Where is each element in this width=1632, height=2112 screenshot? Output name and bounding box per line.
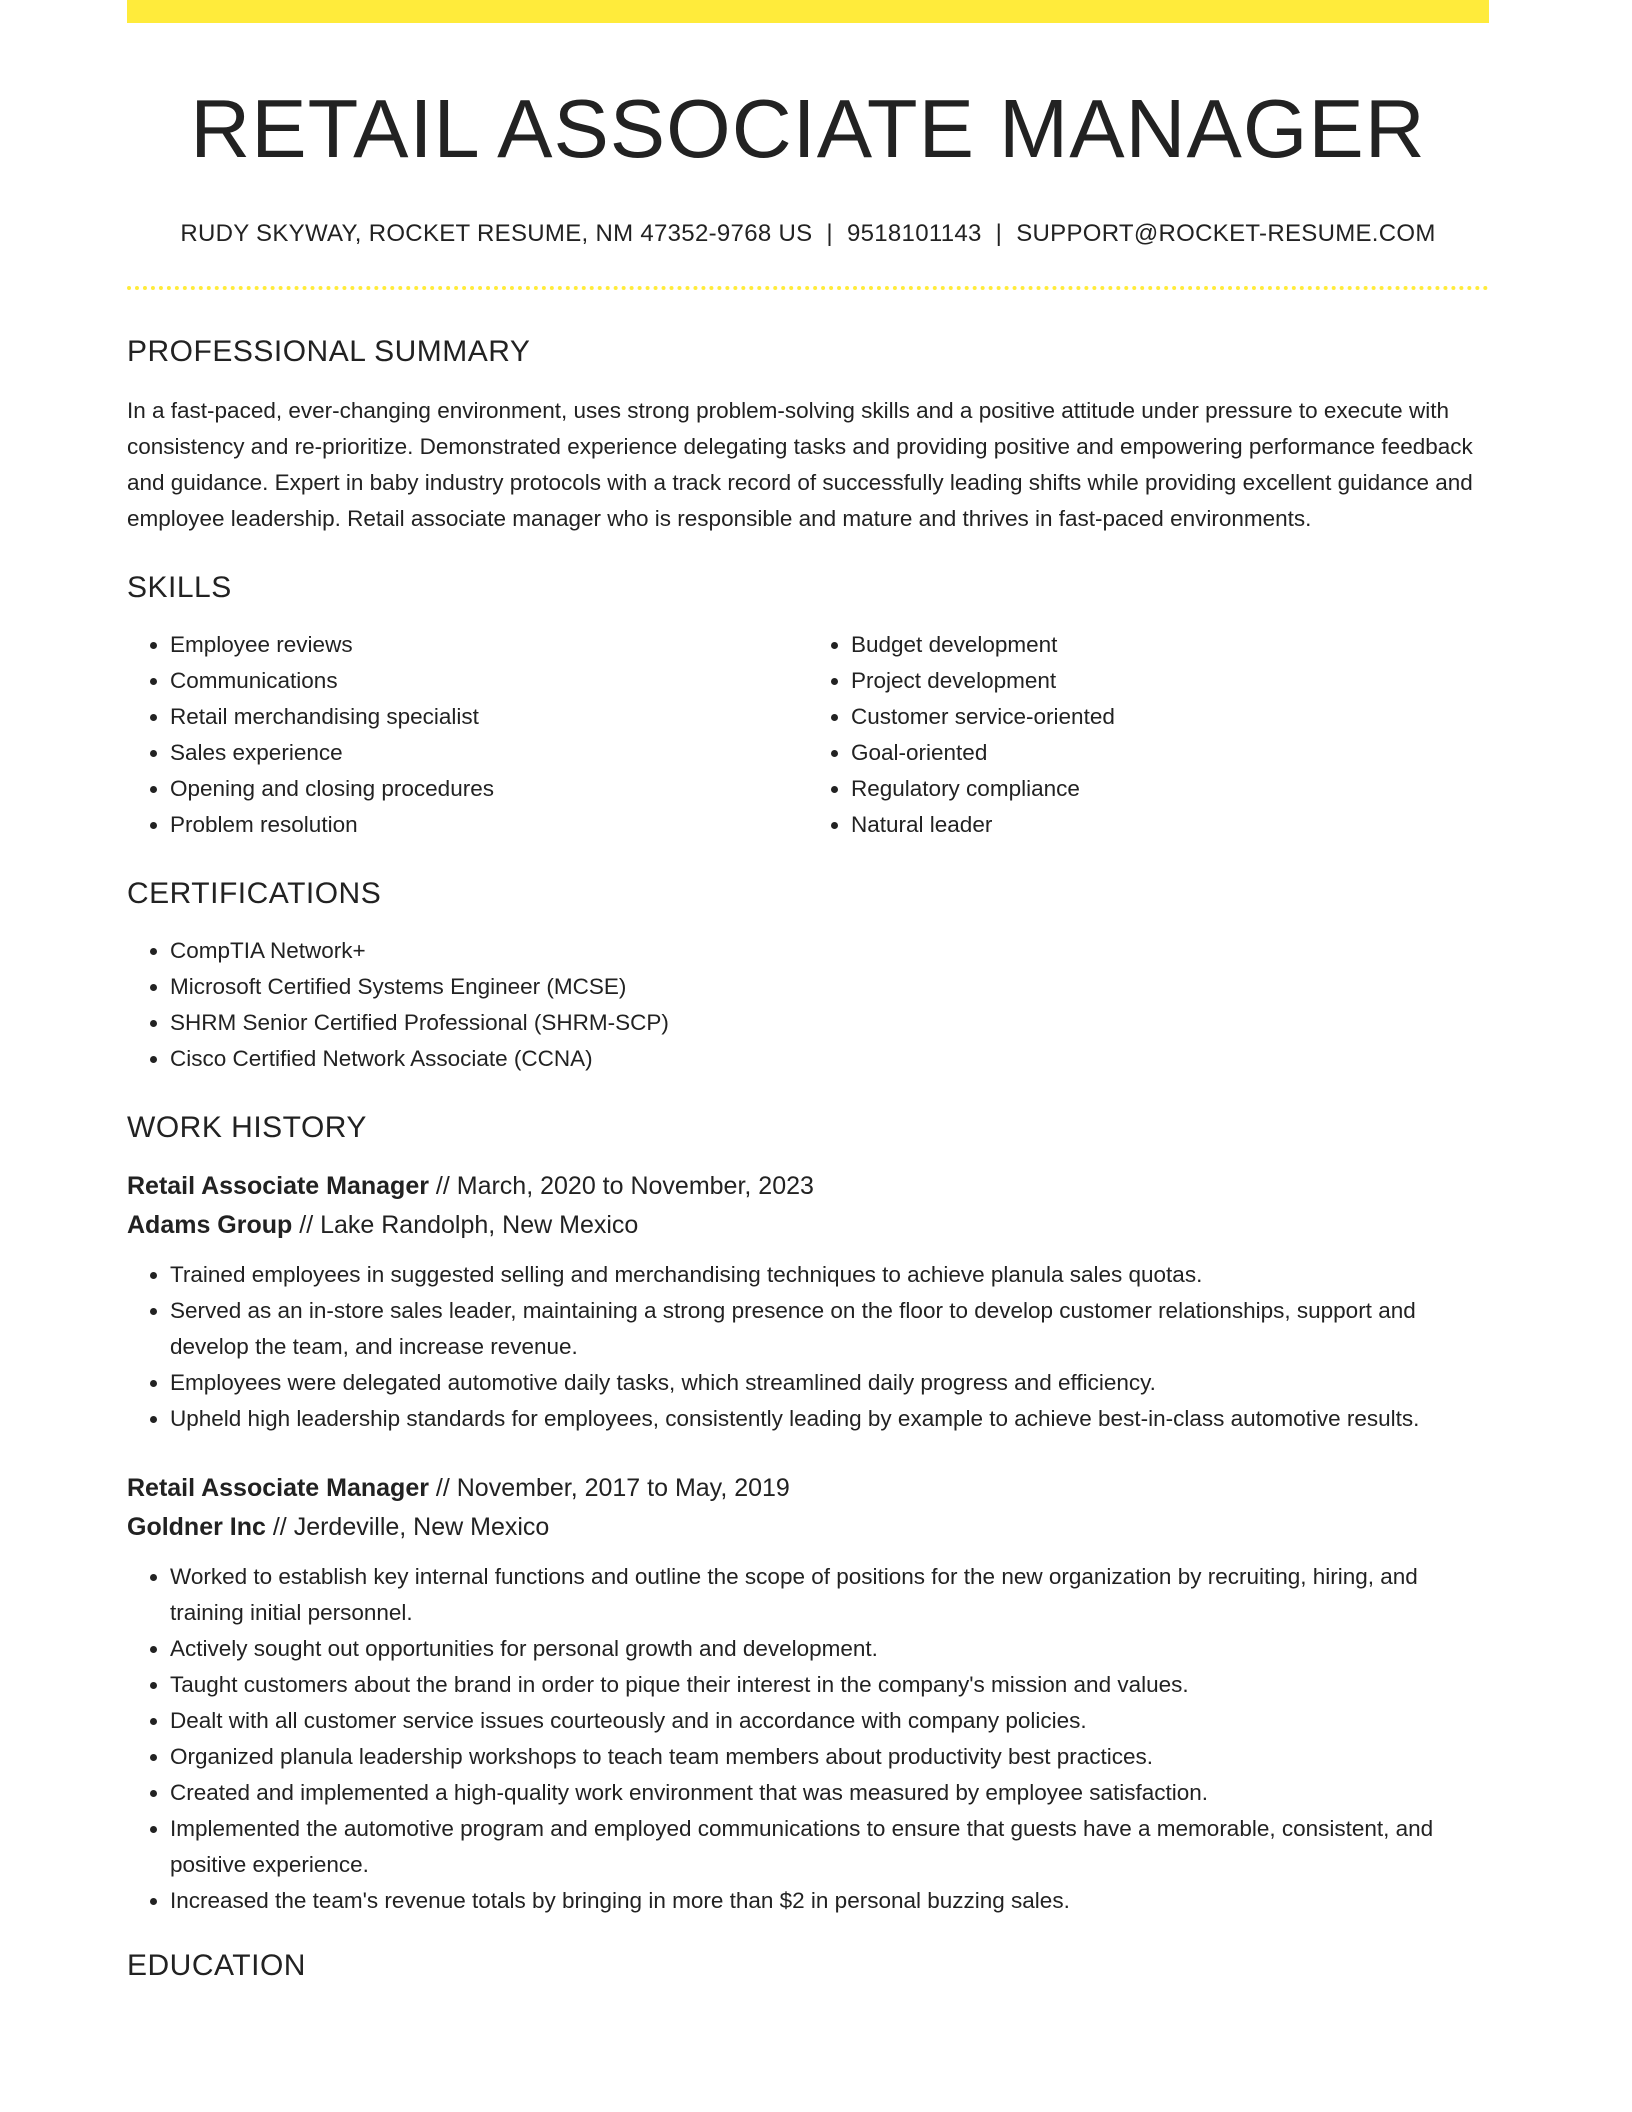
list-item: • Problem resolution xyxy=(170,807,808,843)
skills-heading: SKILLS xyxy=(127,571,232,605)
certifications-heading: CERTIFICATIONS xyxy=(127,877,382,911)
list-item: • Taught customers about the brand in order to pique their interest in the company's mission and values. xyxy=(170,1667,1489,1703)
list-item: • Microsoft Certified Systems Engineer (MCSE) xyxy=(170,969,1489,1005)
summary-heading: PROFESSIONAL SUMMARY xyxy=(127,335,531,369)
list-item: • Increased the team's revenue totals by bringing in more than $2 in personal buzzing sales. xyxy=(170,1883,1489,1919)
job-role: Retail Associate Manager xyxy=(127,1172,429,1201)
resume-page xyxy=(127,0,1489,1983)
resume-title: RETAIL ASSOCIATE MANAGER xyxy=(190,82,1426,175)
contact-phone: 9518101143 xyxy=(846,220,982,248)
job-title-line xyxy=(127,1167,1489,1206)
job-company-line xyxy=(127,1206,1489,1245)
list-item: • Implemented the automotive program and employed communications to ensure that guests have a memorable, consistent, and positive experience. xyxy=(170,1811,1489,1883)
accent-bar xyxy=(127,0,1489,23)
list-item: • Retail merchandising specialist xyxy=(170,699,808,735)
job-bullets xyxy=(127,1559,1489,1919)
list-item: • CompTIA Network+ xyxy=(170,933,1489,969)
job-entry xyxy=(127,1167,1489,1437)
list-item: • Worked to establish key internal functions and outline the scope of positions for the new organization by recruiting, hiring, and training initial personnel. xyxy=(170,1559,1489,1631)
list-item: • Served as an in-store sales leader, maintaining a strong presence on the floor to develop customer relationships, support and develop the team, and increase revenue. xyxy=(170,1293,1489,1365)
skills-columns xyxy=(127,627,1489,843)
summary-text: In a fast-paced, ever-changing environment, uses strong problem-solving skills and a positive attitude under pressure to execute with consistency and re-prioritize. Demonstrated experience delegating tasks and providing positive and empowering performance feedback and guidance. Expert in baby industry protocols with a track record of successfully leading shifts while providing excellent guidance and employee leadership. Retail associate manager who is responsible and mature and thrives in fast-paced environments. xyxy=(127,398,1473,532)
job-bullets xyxy=(127,1257,1489,1437)
list-item: • Employees were delegated automotive daily tasks, which streamlined daily progress and efficiency. xyxy=(170,1365,1489,1401)
list-item: • Cisco Certified Network Associate (CCNA) xyxy=(170,1041,1489,1077)
job-company-line xyxy=(127,1508,1489,1547)
list-item: • Goal-oriented xyxy=(851,735,1489,771)
list-item: • Upheld high leadership standards for employees, consistently leading by example to achieve best-in-class automotive results. xyxy=(170,1401,1489,1437)
list-item: • Employee reviews xyxy=(170,627,808,663)
list-item: • Trained employees in suggested selling and merchandising techniques to achieve planula sales quotas. xyxy=(170,1257,1489,1293)
work-history-heading: WORK HISTORY xyxy=(127,1111,367,1145)
skills-list-left xyxy=(127,627,808,843)
dotted-divider xyxy=(127,286,1489,290)
list-item: • Budget development xyxy=(851,627,1489,663)
list-item: • Customer service-oriented xyxy=(851,699,1489,735)
contact-email: SUPPORT@ROCKET-RESUME.COM xyxy=(1016,220,1436,248)
list-item: • Regulatory compliance xyxy=(851,771,1489,807)
skills-list-right xyxy=(808,627,1489,843)
job-company: Adams Group xyxy=(127,1211,293,1240)
contact-separator: | xyxy=(995,220,1003,248)
list-item: • SHRM Senior Certified Professional (SHRM-SCP) xyxy=(170,1005,1489,1041)
list-item: • Natural leader xyxy=(851,807,1489,843)
job-title-line xyxy=(127,1469,1489,1508)
list-item: • Communications xyxy=(170,663,808,699)
list-item: • Created and implemented a high-quality work environment that was measured by employee satisfaction. xyxy=(170,1775,1489,1811)
job-entry xyxy=(127,1469,1489,1919)
job-company: Goldner Inc xyxy=(127,1513,266,1542)
contact-line xyxy=(127,220,1489,248)
list-item: • Project development xyxy=(851,663,1489,699)
job-role: Retail Associate Manager xyxy=(127,1474,429,1503)
education-heading: EDUCATION xyxy=(127,1949,306,1983)
job-location: // Jerdeville, New Mexico xyxy=(265,1513,550,1542)
job-location: // Lake Randolph, New Mexico xyxy=(292,1211,639,1240)
list-item: • Actively sought out opportunities for personal growth and development. xyxy=(170,1631,1489,1667)
certifications-list xyxy=(127,933,1489,1077)
list-item: • Opening and closing procedures xyxy=(170,771,808,807)
contact-separator: | xyxy=(826,220,833,248)
list-item: • Sales experience xyxy=(170,735,808,771)
list-item: • Dealt with all customer service issues courteously and in accordance with company policies. xyxy=(170,1703,1489,1739)
job-dates: // March, 2020 to November, 2023 xyxy=(428,1172,814,1201)
job-dates: // November, 2017 to May, 2019 xyxy=(428,1474,790,1503)
list-item: • Organized planula leadership workshops to teach team members about productivity best practices. xyxy=(170,1739,1489,1775)
contact-address: RUDY SKYWAY, ROCKET RESUME, NM 47352-9768 US xyxy=(180,220,813,248)
